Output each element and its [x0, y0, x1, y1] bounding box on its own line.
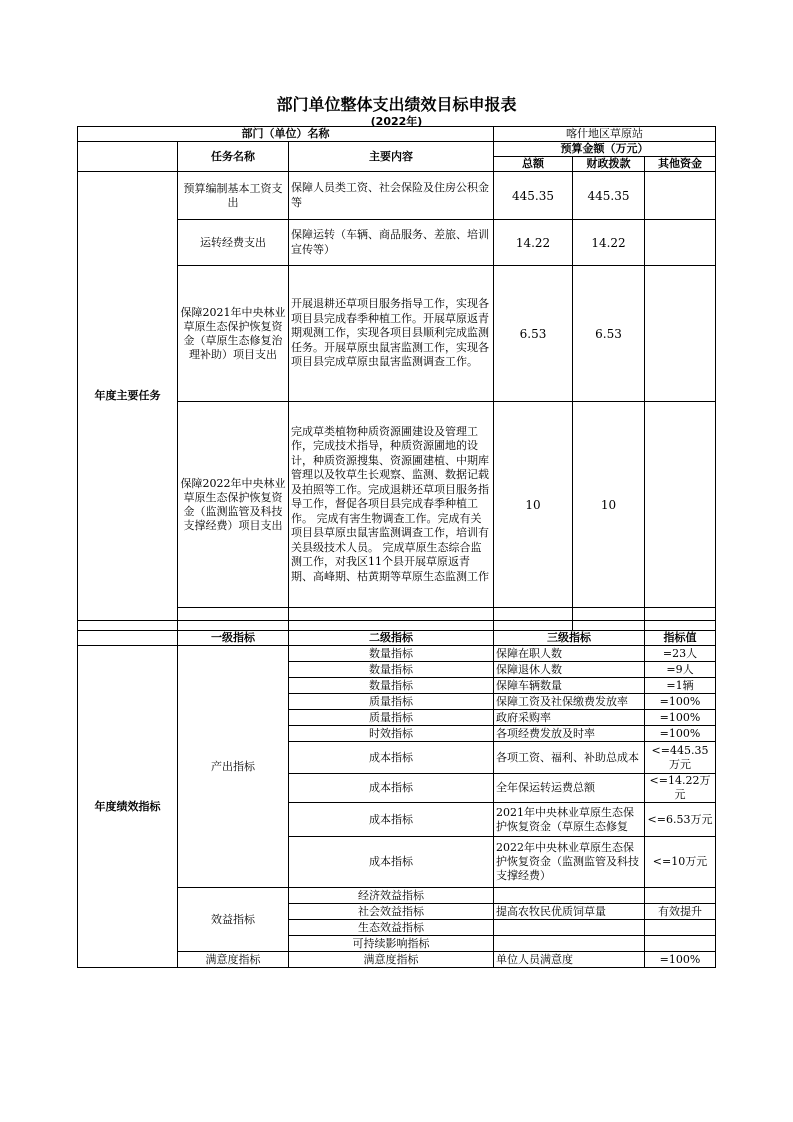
task-name: 保障2022年中央林业草原生态保护恢复资金（监测监管及科技支撑经费）项目支出 [178, 402, 289, 608]
value-header: 指标值 [645, 631, 716, 646]
task-other [645, 266, 716, 402]
value-cell: <=10万元 [645, 837, 716, 888]
level2-cell: 质量指标 [289, 710, 494, 726]
section-tasks-label: 年度主要任务 [78, 172, 178, 621]
value-cell: =23人 [645, 646, 716, 662]
output-label: 产出指标 [178, 646, 289, 888]
budget-header: 预算金额（万元） [494, 142, 716, 157]
task-total: 14.22 [494, 220, 573, 266]
level2-header: 二级指标 [289, 631, 494, 646]
task-content: 保障运转（车辆、商品服务、差旅、培训宣传等） [289, 220, 494, 266]
value-cell: <=445.35万元 [645, 742, 716, 774]
satisfaction-label: 满意度指标 [178, 952, 289, 968]
level3-cell: 保障退休人数 [494, 662, 645, 678]
level2-cell: 满意度指标 [289, 952, 494, 968]
value-cell [645, 920, 716, 936]
level2-cell: 质量指标 [289, 694, 494, 710]
value-cell: =100% [645, 710, 716, 726]
value-cell [645, 888, 716, 904]
main-content-header: 主要内容 [289, 142, 494, 172]
task-total: 445.35 [494, 172, 573, 220]
level2-cell: 成本指标 [289, 837, 494, 888]
level3-cell: 2021年中央林业草原生态保护恢复资金（草原生态修复 [494, 803, 645, 837]
value-cell: =9人 [645, 662, 716, 678]
level2-cell: 成本指标 [289, 803, 494, 837]
value-cell: =100% [645, 694, 716, 710]
task-total: 6.53 [494, 266, 573, 402]
value-cell: <=6.53万元 [645, 803, 716, 837]
level3-cell [494, 888, 645, 904]
level2-cell: 成本指标 [289, 742, 494, 774]
level3-cell: 政府采购率 [494, 710, 645, 726]
benefit-label: 效益指标 [178, 888, 289, 952]
task-name: 预算编制基本工资支出 [178, 172, 289, 220]
task-name: 保障2021年中央林业草原生态保护恢复资金（草原生态修复治理补助）项目支出 [178, 266, 289, 402]
task-fiscal: 10 [573, 402, 645, 608]
value-cell: =100% [645, 952, 716, 968]
level3-cell: 单位人员满意度 [494, 952, 645, 968]
total-header: 总额 [494, 157, 573, 172]
value-cell: 有效提升 [645, 904, 716, 920]
task-total: 10 [494, 402, 573, 608]
empty-cell [78, 142, 178, 172]
level2-cell: 数量指标 [289, 662, 494, 678]
level2-cell: 时效指标 [289, 726, 494, 742]
empty-cell [78, 631, 178, 646]
page-title: 部门单位整体支出绩效目标申报表 [276, 95, 517, 114]
value-cell: =1辆 [645, 678, 716, 694]
level1-header: 一级指标 [178, 631, 289, 646]
level3-cell [494, 920, 645, 936]
dept-label: 部门（单位）名称 [78, 127, 494, 142]
value-cell: <=14.22万元 [645, 774, 716, 803]
level3-cell: 各项经费发放及时率 [494, 726, 645, 742]
level2-cell: 经济效益指标 [289, 888, 494, 904]
task-row [78, 172, 716, 220]
task-content: 完成草类植物种质资源圃建设及管理工作，完成技术指导，种质资源圃地的设计，种质资源搜集、资源圃建植、中期库管理以及牧草生长观察、监测、数据记载及拍照等工作。完成退耕还草项目服务指导工作，督促各项目县完成春季种植工作。 完成有害生物调查工作。完成有关项目县草原虫鼠害监测调查工作，培训有关县级技术人员。 完成草原生态综合监测工作，对我区11个县开展草原返青期、高峰期、枯黄期等草原生态监测工作 [289, 402, 494, 608]
level3-cell [494, 936, 645, 952]
fiscal-header: 财政拨款 [573, 157, 645, 172]
other-header: 其他资金 [645, 157, 716, 172]
section-perf-label: 年度绩效指标 [78, 646, 178, 968]
performance-table [77, 126, 716, 968]
task-other [645, 172, 716, 220]
task-name: 运转经费支出 [178, 220, 289, 266]
level3-cell: 2022年中央林业草原生态保护恢复资金（监测监管及科技支撑经费） [494, 837, 645, 888]
task-fiscal: 14.22 [573, 220, 645, 266]
level2-cell: 数量指标 [289, 678, 494, 694]
level3-cell: 提高农牧民优质饲草量 [494, 904, 645, 920]
task-fiscal: 445.35 [573, 172, 645, 220]
indicator-row [78, 646, 716, 662]
dept-name: 喀什地区草原站 [494, 127, 716, 142]
task-fiscal: 6.53 [573, 266, 645, 402]
level2-cell: 社会效益指标 [289, 904, 494, 920]
task-content: 开展退耕还草项目服务指导工作，实现各项目县完成春季种植工作。开展草原返青期观测工作，实现各项目县顺利完成监测任务。开展草原虫鼠害监测工作，实现各项目县完成草原虫鼠害监测调查工作。 [289, 266, 494, 402]
level2-cell: 数量指标 [289, 646, 494, 662]
value-cell: =100% [645, 726, 716, 742]
level3-cell: 全年保运转运费总额 [494, 774, 645, 803]
level3-cell: 保障在职人数 [494, 646, 645, 662]
task-other [645, 220, 716, 266]
level3-cell: 保障车辆数量 [494, 678, 645, 694]
level2-cell: 可持续影响指标 [289, 936, 494, 952]
page-subtitle: (2022年) [370, 115, 423, 128]
level3-cell: 各项工资、福利、补助总成本 [494, 742, 645, 774]
level3-header: 三级指标 [494, 631, 645, 646]
value-cell [645, 936, 716, 952]
level3-cell: 保障工资及社保缴费发放率 [494, 694, 645, 710]
task-name-header: 任务名称 [178, 142, 289, 172]
task-content: 保障人员类工资、社会保险及住房公积金等 [289, 172, 494, 220]
level2-cell: 成本指标 [289, 774, 494, 803]
level2-cell: 生态效益指标 [289, 920, 494, 936]
task-other [645, 402, 716, 608]
